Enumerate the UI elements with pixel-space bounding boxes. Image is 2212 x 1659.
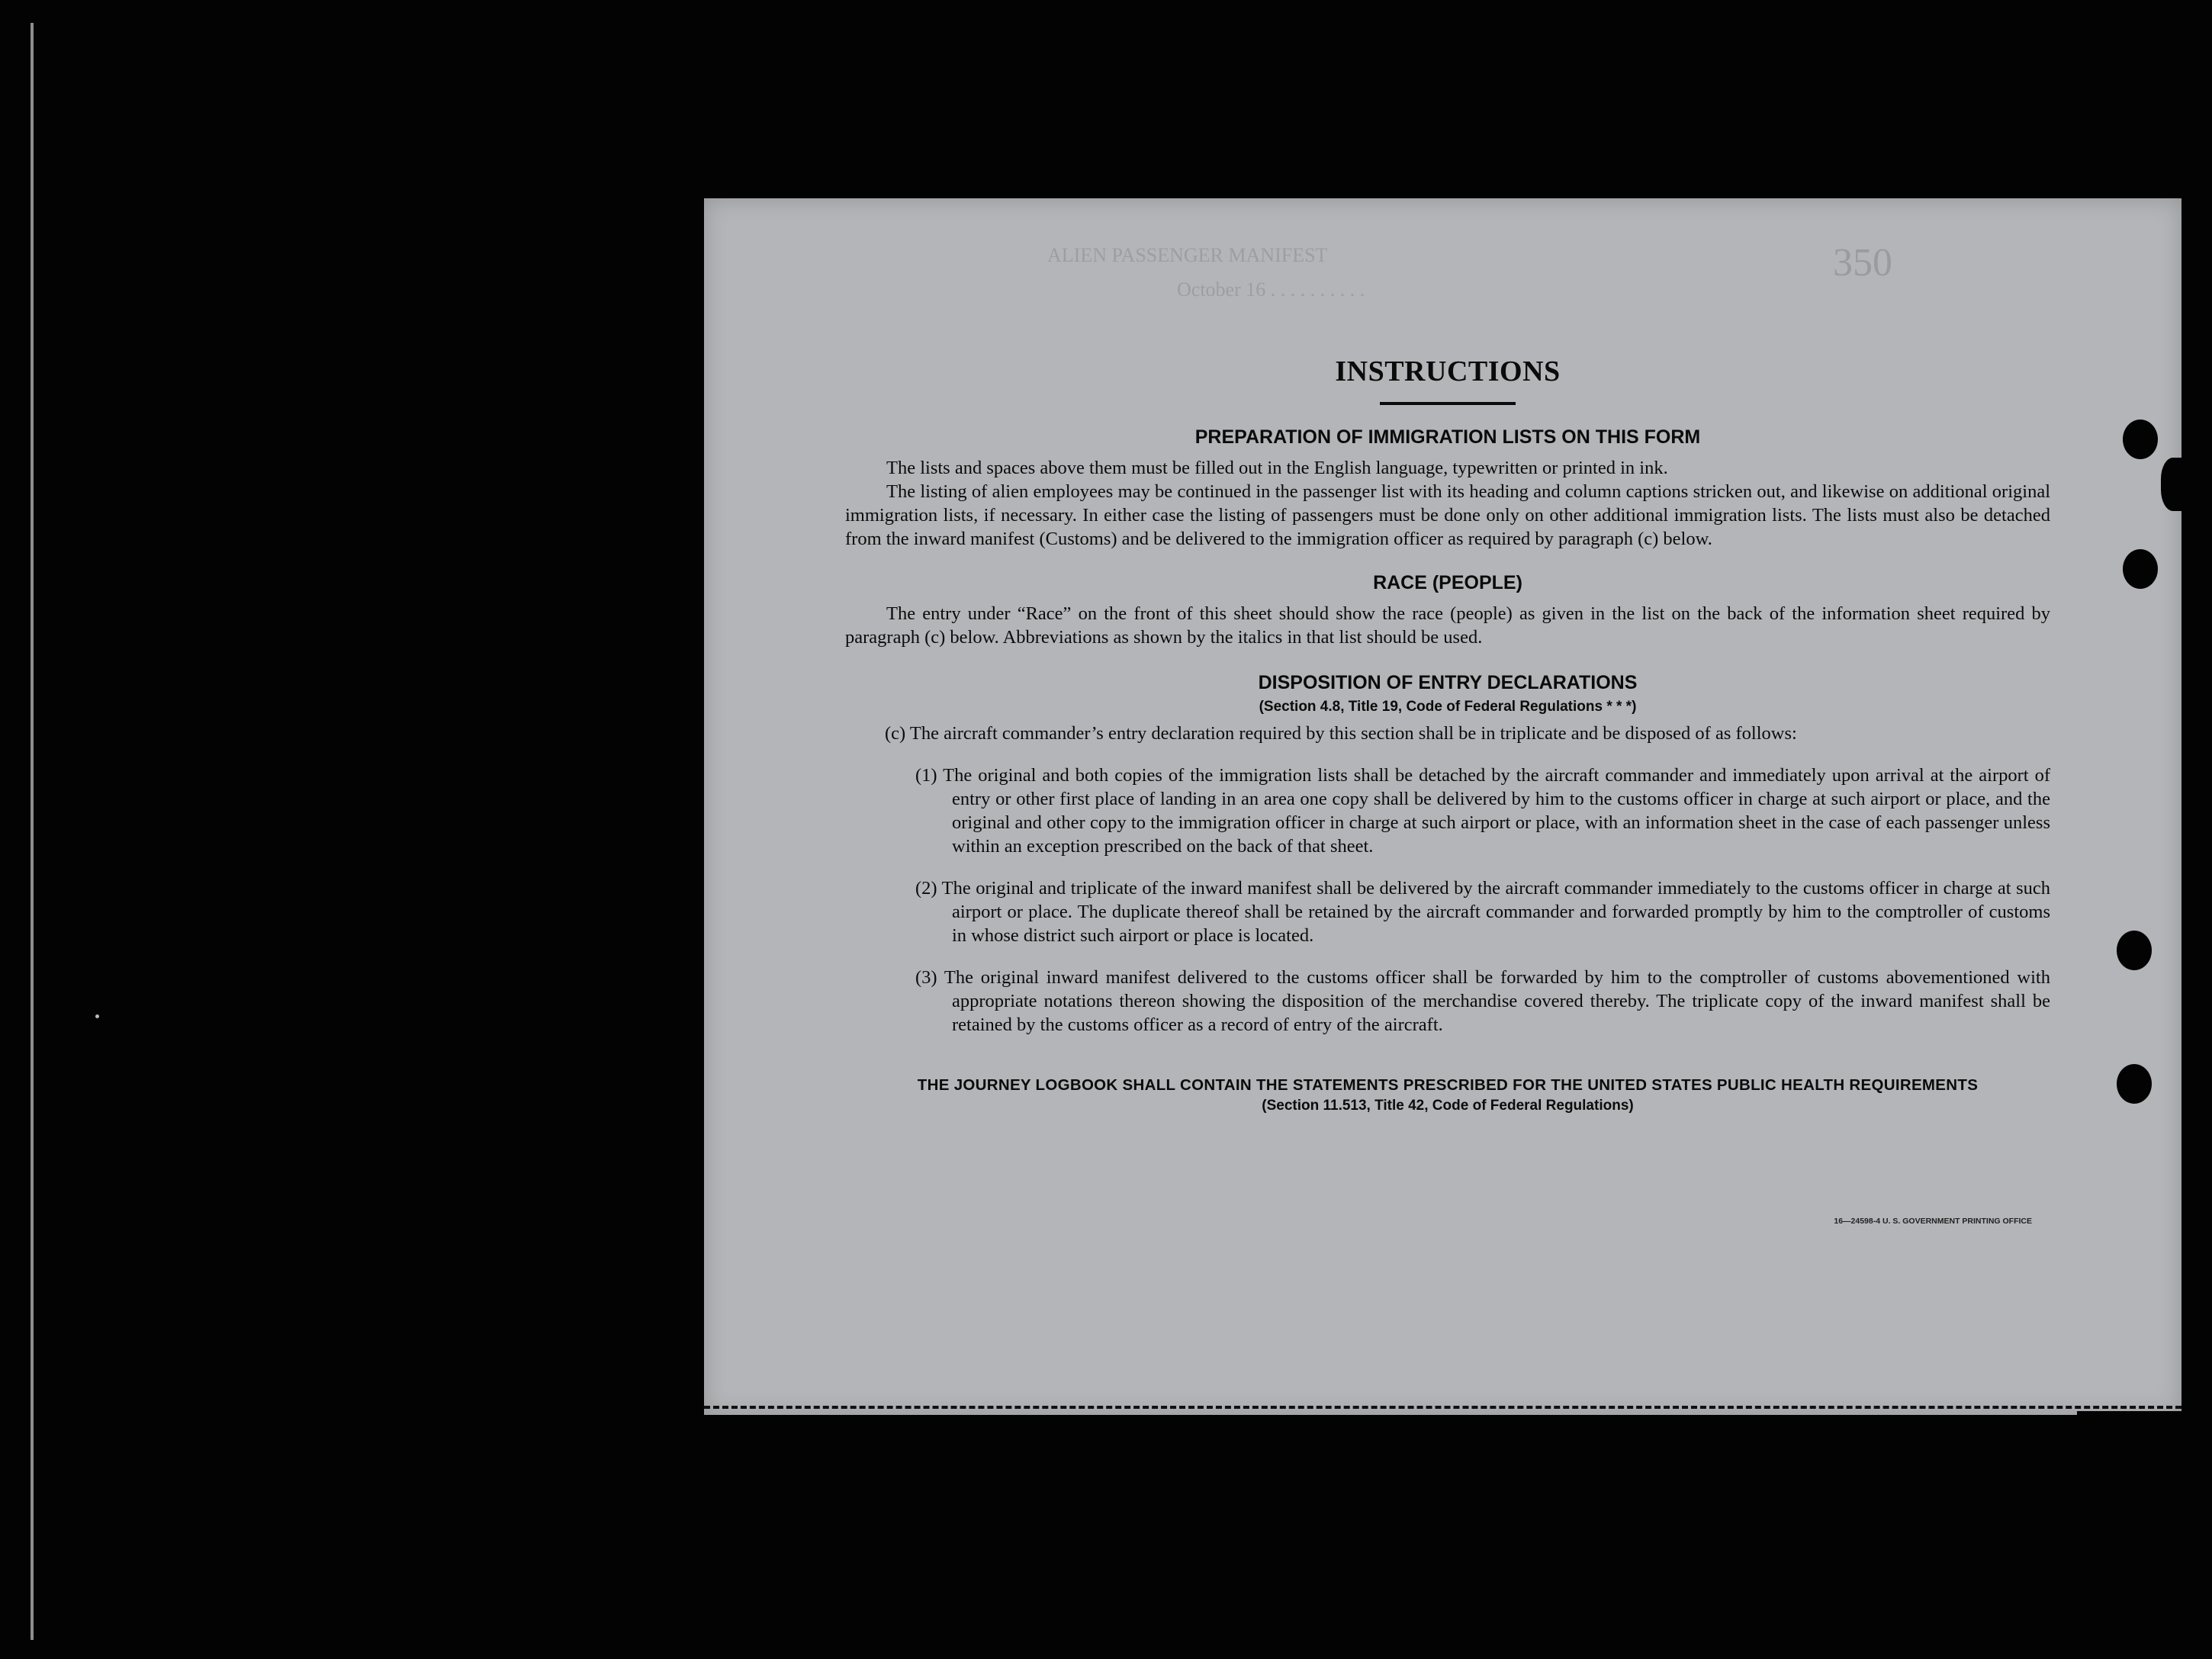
health-requirements-citation: (Section 11.513, Title 42, Code of Federal Regulations) [1262,1098,1634,1114]
bleed-through-text: October 16 . . . . . . . . . . [1177,278,1365,301]
paragraph: (c) The aircraft commander’s entry declaration required by this section shall be in triplicate and be disposed of as follows: [885,723,1797,744]
punch-hole [2117,1064,2152,1104]
section-heading-race: RACE (PEOPLE) [1373,572,1522,593]
page-tear [2161,458,2191,511]
perforation-line [704,1406,2181,1409]
page-tear [2077,1411,2184,1434]
paragraph: The lists and spaces above them must be filled out in the English language, typewritten or printed in ink. [886,458,1668,478]
health-requirements-heading: THE JOURNEY LOGBOOK SHALL CONTAIN THE STATEMENTS PRESCRIBED FOR THE UNITED STATES PUBLIC HEALTH REQUIREMENTS [917,1076,1979,1094]
list-item: (3) The original inward manifest delivered to the customs officer shall be forwarded by him to the comptroller of customs abovementioned with appropriate notations thereon showing the disposition of the merchandise covered thereby. The triplicate copy of the inward manifest shall be retained by the customs officer as a record of entry of the aircraft. [915,967,2050,1035]
punch-hole [2117,931,2152,970]
section-citation: (Section 4.8, Title 19, Code of Federal Regulations * * *) [1259,699,1637,715]
printer-mark: 16—24598-4 U. S. GOVERNMENT PRINTING OFFICE [1834,1217,2032,1226]
page-title: INSTRUCTIONS [1335,355,1561,387]
section-heading-disposition: DISPOSITION OF ENTRY DECLARATIONS [1258,672,1638,693]
scan-speck [95,1014,99,1018]
punch-hole [2123,420,2158,459]
list-item: (1) The original and both copies of the immigration lists shall be detached by the aircraft commander and immediately upon arrival at the airport of entry or other first place of landing in an area one copy shall be delivered by him to the customs officer in charge at such airport or place, and the original and other copy to the immigration officer in charge at such airport or place, with an information sheet in the case of each passenger unless within an exception prescribed on the back of that sheet. [915,765,2050,857]
scanner-edge-line [31,23,34,1640]
bleed-through-text: ALIEN PASSENGER MANIFEST [1047,244,1328,266]
list-item: (2) The original and triplicate of the inward manifest shall be delivered by the aircraft commander immediately to the customs officer in charge at such airport or place. The duplicate thereof shall be retained by the aircraft commander and forwarded promptly by him to the comptroller of customs in whose district such airport or place is located. [915,878,2050,946]
punch-hole [2123,549,2158,589]
paragraph: The entry under “Race” on the front of this sheet should show the race (people) as given in the list on the back of the information sheet required by paragraph (c) below. Abbreviations as shown by the italics in that list should be used. [845,603,2050,648]
paragraph: The listing of alien employees may be continued in the passenger list with its heading and column captions stricken out, and likewise on additional original immigration lists, if necessary. In either case the listing of passengers must be done only on other additional immigration lists. The lists must also be detached from the inward manifest (Customs) and be delivered to the immigration officer as required by paragraph (c) below. [845,481,2050,549]
title-underline [1380,402,1516,405]
instructions-body [845,355,2050,1114]
bleed-through-number: 350 [1833,241,1892,285]
section-heading-immigration-lists: PREPARATION OF IMMIGRATION LISTS ON THIS FORM [1194,426,1701,448]
document-page [704,198,2181,1415]
